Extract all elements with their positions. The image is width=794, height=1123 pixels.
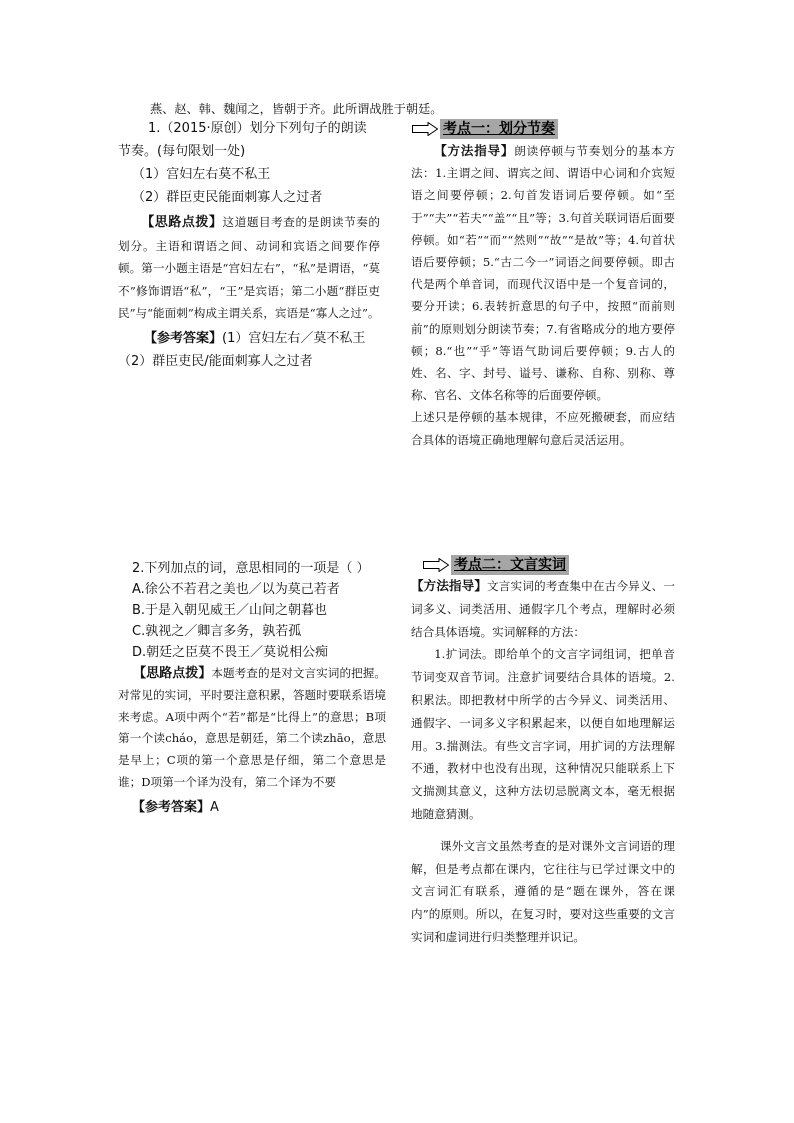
q1-item-2: （2）群臣吏民能面刺寡人之过者 (132, 190, 323, 205)
right-arrow-icon (412, 122, 438, 136)
point-2-para-2: 1.扩词法。即给单个的文言字词组词，把单音节词变双音节词。注意扩词要结合具体的语境。2.积累法。即把教材中所学的古今异义、词类活用、通假字、一词多义字积累起来，以便自如地理解运用。3.揣测法。有些文言字词，用扩词的方法理解不通，教材中也没有出现，这种情况只能联系上下文揣测其意义，这种方法切忌脱离文本，毫无根据地随意猜测。 (411, 647, 675, 821)
q1-analysis (118, 211, 380, 325)
q2-analysis-label: 【思路点拨】 (133, 666, 212, 681)
point-1-guide-label: 【方法指导】 (434, 143, 515, 158)
point-2-guide (411, 575, 675, 643)
point-2-para-3: 课外文言文虽然考查的是对课外文言词语的理解，但是考点都在课内，它往往与已学过课文中的文言词汇有联系，遵循的是“题在课外，答在课内”的原则。所以，在复习时，要对这些重要的文言实词和虚词进行归类整理并识记。 (411, 838, 675, 944)
q2-option-c: C.孰视之／卿言多务，孰若孤 (132, 624, 302, 639)
q1-analysis-label: 【思路点拨】 (141, 215, 223, 230)
question-2 (118, 558, 386, 819)
q1-stem-line2: 节奏。(每句限划一处) (118, 144, 246, 159)
q2-answer-label: 【参考答案】 (132, 799, 211, 815)
point-1-note: 上述只是停顿的基本规律，不应死搬硬套，而应结合具体的语境正确地理解句意后灵活运用。 (411, 410, 675, 447)
top-text-line: 燕、赵、韩、魏闻之，皆朝于齐。此所谓战胜于朝廷。 (150, 102, 443, 116)
point-1-heading: 考点一：划分节奏 (440, 119, 558, 139)
q1-stem-line1: 1.（2015·原创）划分下列句子的朗读 (148, 121, 367, 136)
right-arrow-icon (423, 558, 449, 572)
point-2-guide-label: 【方法指导】 (411, 578, 487, 593)
q2-stem: 2.下列加点的词，意思相同的一项是（ ） (132, 561, 370, 576)
question-1 (118, 118, 380, 373)
q2-answer-text: A (210, 799, 219, 815)
point-1-guide-text: 朗读停顿与节奏划分的基本方法：1.主谓之间、谓宾之间、谓语中心词和介宾短语之间要停顿；2.句首发语词后要停顿。如“至于”“夫”“若夫”“盖”“且”等；3.句首关联词语后面要停顿。如“若”“而”“然则”“故”“是故”等；4.句首状语后要停顿；5.“古二今一”词语之间要停顿。即古代是两个单音词，而现代汉语中是一个复音词的，要分开读；6.表转折意思的句子中，按照“而前则前”的原则划分朗读节奏；7.有省略成分的地方要停顿；8.“也”“乎”等语气助词后要停顿；9.古人的姓、名、字、封号、谥号、谦称、自称、别称、尊称、官名、文体名称等的后面要停顿。 (411, 144, 675, 403)
q1-answer (118, 327, 380, 373)
q2-option-d: D.朝廷之臣莫不畏王／莫说相公痴 (132, 645, 329, 660)
q2-option-b: B.于是入朝见威王／山间之朝暮也 (132, 603, 328, 618)
point-2-guide-text: 文言实词的考查集中在古今异义、一词多义、词类活用、通假字几个考点，理解时必须结合具体语境。实词解释的方法： (411, 579, 675, 639)
point-2-heading: 考点二：文言实词 (451, 555, 569, 575)
point-2-content (411, 575, 675, 949)
q2-answer (118, 796, 386, 819)
q2-analysis (118, 663, 386, 794)
q1-analysis-text: 这道题目考查的是朗读节奏的划分。主语和谓语之间、动词和宾语之间要作停顿。第一小题主语是“宫妇左右”，“私”是谓语，“莫不”修饰谓语“私”，“王”是宾语；第二小题“群臣吏民”与“能面刺”构成主谓关系，宾语是“寡人之过”。 (118, 215, 380, 321)
point-1-content (411, 140, 675, 451)
q2-option-a: A.徐公不若君之美也／以为莫己若者 (132, 582, 340, 597)
q1-answer-text: (1）宫妇左右／莫不私王（2）群臣吏民/能面刺寡人之过者 (118, 330, 366, 369)
q2-analysis-text: 本题考查的是对文言实词的把握。对常见的实词，平时要注意积累，答题时要联系语境来考虑。A项中两个“若”都是“比得上”的意思；B项第一个读cháo，意思是朝廷，第二个读zhāo，意思是早上；C项的第一个意思是仔细，第二个意思是谁；D项第一个译为没有，第二个译为不要 (118, 666, 386, 789)
q1-answer-label: 【参考答案】 (144, 330, 223, 346)
q1-item-1: （1）宫妇左右莫不私王 (132, 167, 271, 182)
point-1-guide (411, 140, 675, 406)
